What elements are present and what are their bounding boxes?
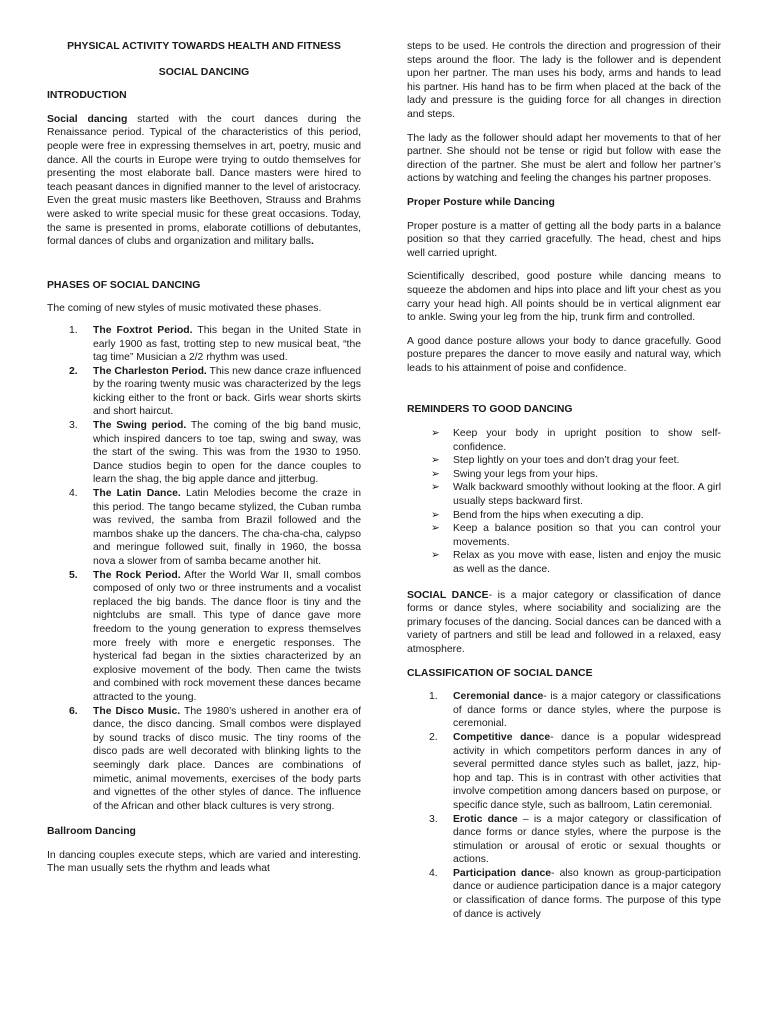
item-text: - dance is a popular widespread activity in which competitors perform dances in any of several permitted dance styles such as ballet, jazz, hip-hop and tap. This is in contrast with other activities that involve competition among dancers based on purpose, or specific dance style, such as ballroom, Latin ceremonial.: [453, 731, 721, 811]
list-item: [407, 481, 721, 508]
reminders-heading: REMINDERS TO GOOD DANCING: [407, 404, 573, 416]
item-number: 2.: [69, 365, 78, 377]
list-item: [47, 487, 361, 569]
item-number: 1.: [429, 691, 438, 703]
ballroom-heading: Ballroom Dancing: [47, 826, 136, 838]
arrow-bullet-icon: ➢: [431, 468, 440, 480]
introduction-heading: INTRODUCTION: [47, 90, 127, 102]
item-title: The Foxtrot Period.: [93, 324, 193, 336]
ballroom-continued: steps to be used. He controls the direction and progression of their steps around the floor. The lady is the follower and is dependent upon her partner. The man uses his body, arms and hands to lead his partner. His hand has to be firm when placed at the back of the lady and pressure is the guiding force for all changes in direction and steps.: [407, 41, 721, 120]
item-text: – is a major category or classification of dance forms or dance styles, where the purpose is the stimulation or arousal of erotic or sexual thoughts or actions.: [453, 813, 721, 866]
list-item: [407, 509, 721, 523]
arrow-bullet-icon: ➢: [431, 523, 440, 535]
item-text: Swing your legs from your hips.: [453, 468, 598, 480]
list-item: [47, 324, 361, 365]
right-column: [407, 40, 721, 921]
follower-paragraph: The lady as the follower should adapt her movements to that of her partner. She should not be tense or rigid but follow with ease the direction of the partner. She must be alert and follow her partner’s actions by watching and feeling the changes his partner proposes.: [407, 132, 721, 185]
list-item: [407, 468, 721, 482]
item-text: - is a major category or classifications of dance forms or dance styles, where the purpose is ceremonial.: [453, 691, 721, 730]
document-subtitle: SOCIAL DANCING: [158, 66, 250, 78]
item-text: Bend from the hips when executing a dip.: [453, 509, 644, 521]
posture-paragraph-3: A good dance posture allows your body to dance gracefully. Good posture prepares the dancer to move easily and natural way, which leads to his attainment of poise and confidence.: [407, 335, 721, 374]
item-text: After the World War II, small combos composed of only two or three instruments and a vocalist replaced the big bands. The dance floor is tiny and the nightclubs are small. This type of dance gave more freedom to the young generation to express themselves more freely with more e energetic responses. The hysterical fad began in the sixties characterized by an explosive movement of the body. Then came the twists and combined with rock movement these dances became attracted to the young.: [93, 569, 361, 703]
item-number: 3.: [69, 420, 78, 432]
left-column: [47, 40, 361, 876]
posture-paragraph-2: Scientifically described, good posture while dancing means to squeeze the abdomen and hips into place and lift your chest as you carry your head high. All points should be in vertical alignment ear to ankle. Swing your leg from the hip, trunk firm and controlled.: [407, 271, 721, 324]
list-item: [407, 690, 721, 731]
item-text: This began in the United State in early 1900 as fast, trotting step to new musical beat, “the tag time” Musician a 2/2 rhythm was used.: [93, 324, 361, 364]
item-text: The 1980’s ushered in another era of dance, the disco dancing. Small combos were displayed by sound tracks of disco music. The tiny rooms of the disco pads are well decorated with blinking lights to the seemingly dark place. Dances are combinations of mimetic, animal movements, exercises of the body parts and vignettes of the other styles of dance. The influence of the African and other black cultures is very strong.: [93, 705, 361, 812]
phases-list: [47, 324, 361, 813]
item-title: Erotic dance: [453, 813, 518, 825]
item-text: Walk backward smoothly without looking at the floor. A girl usually steps backward first.: [453, 482, 721, 508]
posture-paragraph-1: Proper posture is a matter of getting all the body parts in a balance position so that they carried gracefully. The head, chest and hips well carried upright.: [407, 220, 721, 259]
item-number: 5.: [69, 569, 78, 581]
list-item: [407, 731, 721, 813]
list-item: [47, 365, 361, 419]
classification-list: [407, 690, 721, 921]
item-number: 2.: [429, 731, 438, 743]
list-item: [407, 813, 721, 867]
intro-end: .: [310, 236, 314, 248]
list-item: [407, 454, 721, 468]
ballroom-paragraph: In dancing couples execute steps, which are varied and interesting. The man usually sets the rhythm and leads what: [47, 849, 361, 875]
classification-heading: CLASSIFICATION OF SOCIAL DANCE: [407, 667, 593, 679]
item-number: 4.: [69, 488, 78, 500]
intro-text: started with the court dances during the Renaissance period. Typical of the characteristics of this period, people were free in expressing themselves in art, poetry, music and dance. All the courts in Europe were trying to outdo themselves for presenting the most elaborate ball. Dance masters were hired to teach peasant dances in dignified manner to the level of aristocracy. Even the great music masters like Beethoven, Strauss and Brahms were asked to write special music for these great occasions. Today, the same is presented in proms, elaborate cotillions of debutantes, formal dances of clubs and organization and military balls: [47, 113, 361, 248]
item-title: The Latin Dance.: [93, 488, 181, 500]
item-text: The coming of the big band music, which inspired dancers to toe tap, swing and sway, was the start of the swing. This was from the 1930 to 1950. Dance studios begin to open for the dance couples to learn the shag, the big apple dance and jitterbug.: [93, 420, 361, 486]
social-dance-lead: SOCIAL DANCE: [407, 589, 489, 601]
list-item: [47, 419, 361, 487]
document-title: PHYSICAL ACTIVITY TOWARDS HEALTH AND FITNESS: [67, 41, 341, 52]
item-number: 6.: [69, 705, 78, 717]
item-title: The Swing period.: [93, 420, 187, 432]
item-title: The Rock Period.: [93, 569, 181, 581]
item-number: 4.: [429, 867, 438, 879]
arrow-bullet-icon: ➢: [431, 550, 440, 562]
item-title: Participation dance: [453, 867, 552, 879]
item-text: This new dance craze influenced by the roaring twenty music was characterized by the legs kicking either to the front or back. Girls wear shorts skirts and short haircut.: [93, 365, 361, 418]
arrow-bullet-icon: ➢: [431, 509, 440, 521]
list-item: [407, 522, 721, 549]
list-item: [407, 549, 721, 576]
item-number: 3.: [429, 813, 438, 825]
introduction-paragraph: [47, 113, 361, 249]
social-dance-paragraph: [407, 589, 721, 657]
list-item: [47, 569, 361, 705]
intro-lead: Social dancing: [47, 113, 128, 125]
social-dance-text: - is a major category or classification of dance forms or dance styles, where sociability and socializing are the primary focuses of the dancing. Social dances can be danced with a variety of partners and still be lead and followed in a relaxed, easy atmosphere.: [407, 589, 721, 655]
item-text: Latin Melodies become the craze in this period. The tango became stylized, the Cuban rumba was revived, the samba from Brazil followed and the mambos shake up the dancers. The cha-cha-cha, calypso and meringue followed suit, finally in 1960, the bossa nova a slower from of samba became another hit.: [93, 488, 362, 567]
posture-heading: Proper Posture while Dancing: [407, 196, 555, 208]
item-text: - also known as group-participation dance or audience participation dance is a major category or classification of dance forms. The purpose of this type of dance is actively: [453, 867, 721, 920]
reminders-list: [407, 427, 721, 577]
item-text: Keep a balance position so that you can control your movements.: [453, 523, 721, 548]
arrow-bullet-icon: ➢: [431, 482, 440, 494]
item-title: Competitive dance: [453, 731, 551, 743]
arrow-bullet-icon: ➢: [431, 428, 440, 440]
phases-heading: PHASES OF SOCIAL DANCING: [47, 279, 201, 291]
arrow-bullet-icon: ➢: [431, 455, 440, 467]
item-title: The Disco Music.: [93, 705, 181, 717]
item-text: Relax as you move with ease, listen and enjoy the music as well as the dance.: [453, 550, 721, 575]
item-title: The Charleston Period.: [93, 365, 207, 377]
list-item: [407, 867, 721, 921]
list-item: [407, 427, 721, 454]
phases-intro: The coming of new styles of music motivated these phases.: [47, 303, 322, 315]
item-text: Keep your body in upright position to show self-confidence.: [453, 428, 721, 453]
item-title: Ceremonial dance: [453, 691, 544, 703]
item-text: Step lightly on your toes and don’t drag your feet.: [453, 455, 680, 467]
list-item: [47, 705, 361, 814]
item-number: 1.: [69, 324, 78, 336]
